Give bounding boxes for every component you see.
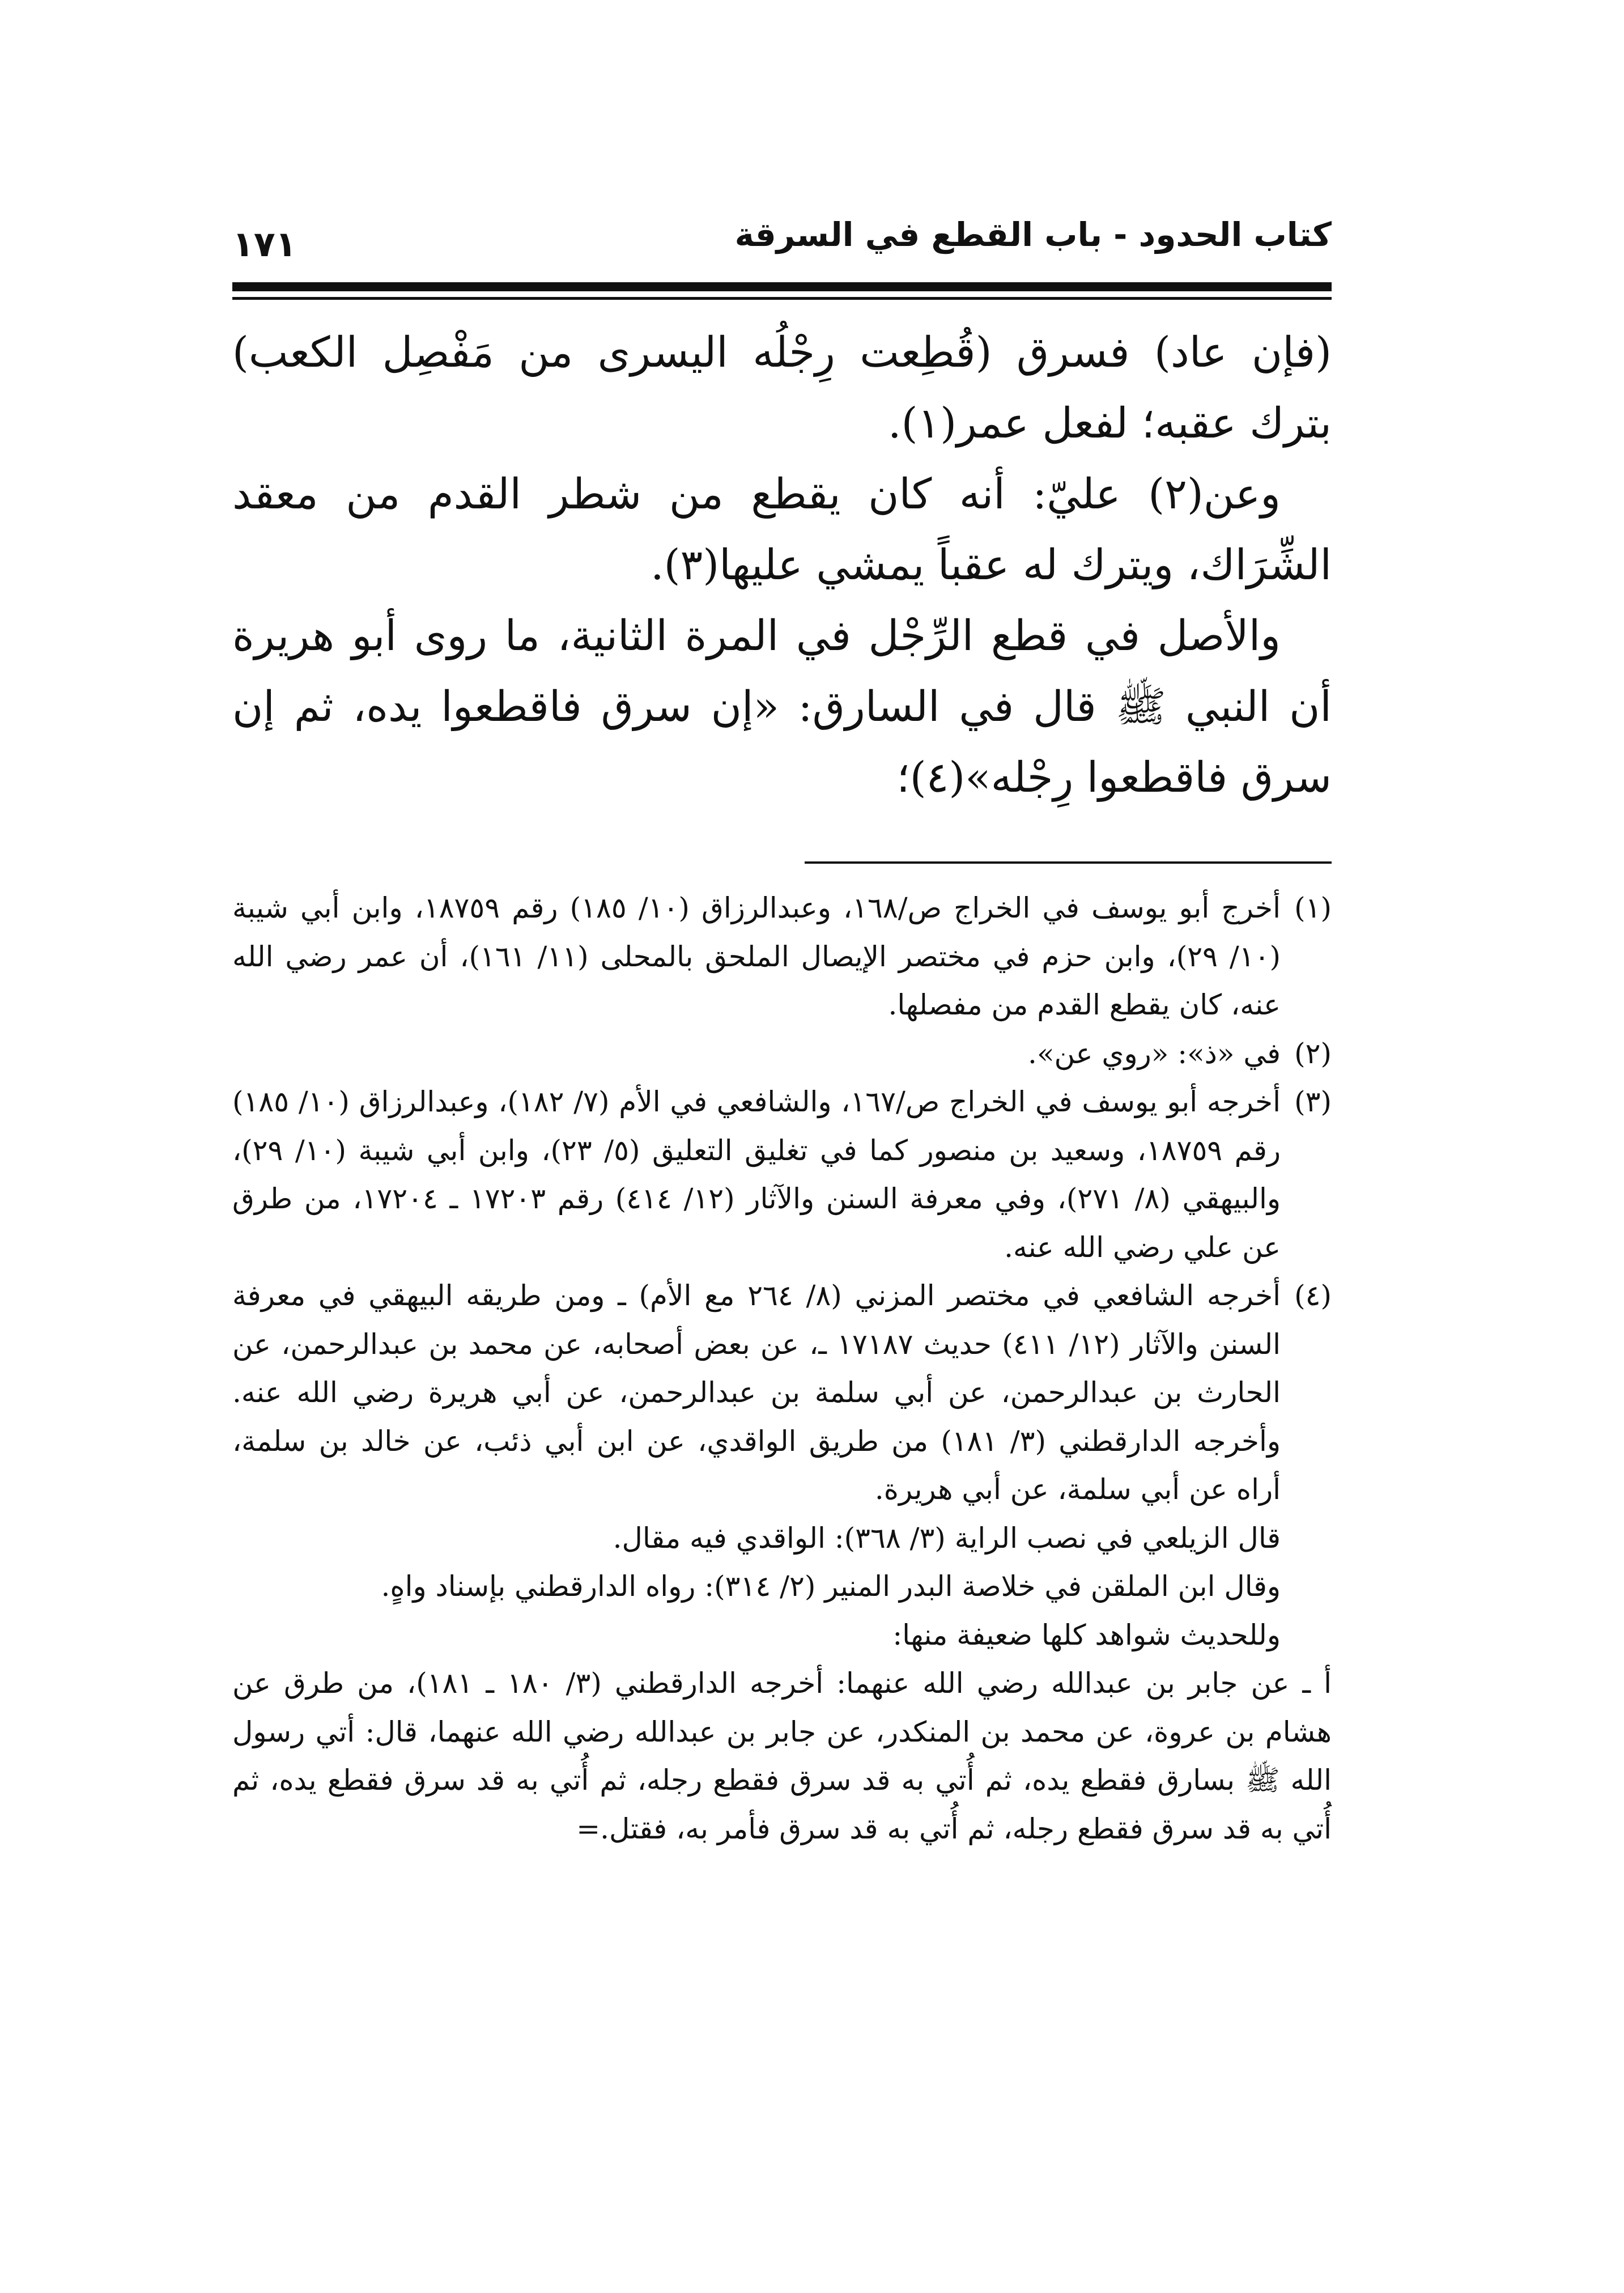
main-body [232,317,1332,813]
header-rule-thick [232,282,1332,291]
header-rule-thin [232,297,1332,300]
footnotes [232,884,1332,1853]
footnote [232,1030,1332,1078]
footnote-number: (٤) [1294,1279,1332,1312]
footnote [232,1078,1332,1272]
body-paragraph: (فإن عاد) فسرق (قُطِعت رِجْلُه اليسرى من مَفْصِل الكعب) بترك عقبه؛ لفعل عمر(١). [232,328,1332,448]
footnote-continuation-line: وللحديث شواهد كلها ضعيفة منها: [892,1618,1281,1651]
footnote-evidence: أ ـ عن جابر بن عبدالله رضي الله عنهما: أخرجه الدارقطني (٣/ ١٨٠ ـ ١٨١)، من طرق عن هشام بن عروة، عن محمد بن المنكدر، عن جابر بن عبدالله رضي الله عنهما، قال: أتي رسول الله ﷺ بسارق فقطع يده، ثم أُتي به قد سرق فقطع رجله، ثم أُتي به قد سرق فقطع يده، ثم أُتي به قد سرق فقطع رجله، ثم أُتي به قد سرق فأمر به، فقتل.= [232,1667,1332,1845]
footnote-number: (١) [1294,891,1332,924]
footnote-number: (٢) [1294,1037,1332,1070]
page-header [232,215,1332,278]
running-title: كتاب الحدود - باب القطع في السرقة [734,215,1332,254]
page-number: ١٧١ [232,223,297,265]
body-paragraph: وعن(٢) عليّ: أنه كان يقطع من شطر القدم من معقد الشِّرَاك، ويترك له عقباً يمشي عليها(٣). [232,470,1332,589]
footnote-continuation-line: قال الزيلعي في نصب الراية (٣/ ٣٦٨): الواقدي فيه مقال. [613,1521,1281,1555]
footnote-text: أخرج أبو يوسف في الخراج ص/١٦٨، وعبدالرزاق (١٠/ ١٨٥) رقم ١٨٧٥٩، وابن أبي شيبة (١٠/ ٢٩)، وابن حزم في مختصر الإيصال الملحق بالمحلى (١١/ ١٦١)، أن عمر رضي الله عنه، كان يقطع القدم من مفصلها. [232,891,1281,1021]
footnote [232,1272,1332,1514]
footnote-continuation-line: وقال ابن الملقن في خلاصة البدر المنير (٢/ ٣١٤): رواه الدارقطني بإسناد واهٍ. [381,1570,1281,1603]
body-paragraph: والأصل في قطع الرِّجْل في المرة الثانية، ما روى أبو هريرة أن النبي ﷺ قال في السارق: «إن سرق فاقطعوا يده، ثم إن سرق فاقطعوا رِجْله»(٤)؛ [232,612,1332,802]
footnote-text: في «ذ»: «روي عن». [1028,1037,1281,1070]
footnote-separator [805,861,1332,864]
footnote-number: (٣) [1294,1085,1332,1118]
footnote-text: أخرجه الشافعي في مختصر المزني (٨/ ٢٦٤ مع الأم) ـ ومن طريقه البيهقي في معرفة السنن والآثار (١٢/ ٤١١) حديث ١٧١٨٧ ـ، عن بعض أصحابه، عن محمد بن عبدالرحمن، عن الحارث بن عبدالرحمن، عن أبي سلمة بن عبدالرحمن، عن أبي هريرة رضي الله عنه. وأخرجه الدارقطني (٣/ ١٨١) من طريق الواقدي، عن ابن أبي ذئب، عن خالد بن سلمة، أراه عن أبي سلمة، عن أبي هريرة. [232,1279,1281,1506]
footnote-text: أخرجه أبو يوسف في الخراج ص/١٦٧، والشافعي في الأم (٧/ ١٨٢)، وعبدالرزاق (١٠/ ١٨٥) رقم ١٨٧٥٩، وسعيد بن منصور كما في تغليق التعليق (٥/ ٢٣)، وابن أبي شيبة (١٠/ ٢٩)، والبيهقي (٨/ ٢٧١)، وفي معرفة السنن والآثار (١٢/ ٤١٤) رقم ١٧٢٠٣ ـ ١٧٢٠٤، من طرق عن علي رضي الله عنه. [232,1085,1281,1264]
footnote [232,884,1332,1030]
